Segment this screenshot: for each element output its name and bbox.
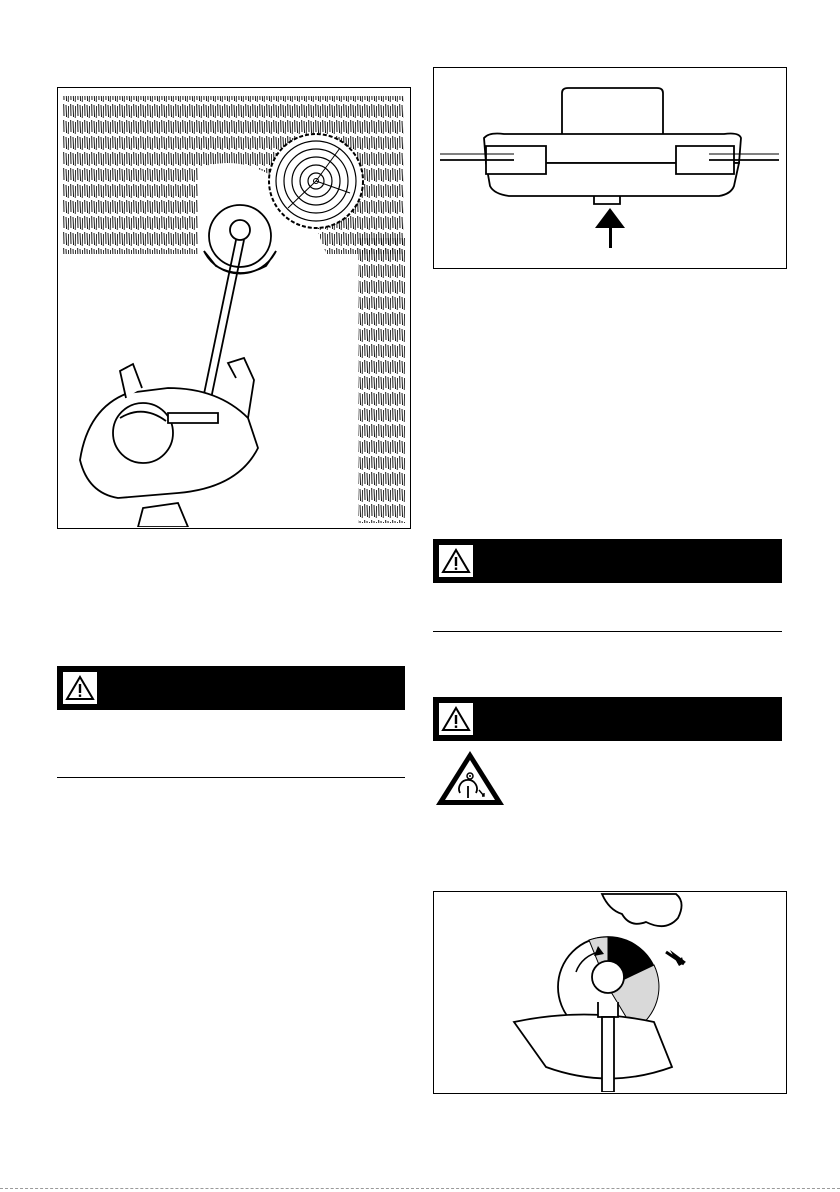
warning-triangle-icon <box>439 703 473 735</box>
grass-edge <box>358 238 406 523</box>
warning-bar-left <box>57 666 405 710</box>
tree-trunk <box>269 134 363 228</box>
divider-left <box>57 777 405 778</box>
divider-right <box>433 631 782 632</box>
trimming-illustration <box>58 88 409 527</box>
page-bottom-edge <box>0 1188 840 1189</box>
warning-bar-right-2 <box>433 697 782 741</box>
figure-cutting-head <box>433 67 787 269</box>
warning-triangle-icon <box>439 545 473 577</box>
figure-trimming-around-tree <box>57 87 411 529</box>
warning-bar-right-1 <box>433 539 782 583</box>
warning-triangle-icon <box>63 672 97 704</box>
thrown-object-hazard-icon <box>433 748 507 808</box>
kickback-illustration <box>434 892 785 1092</box>
push-arrow-icon <box>595 208 625 248</box>
cutting-head-illustration <box>434 68 785 267</box>
blade-guard <box>514 1015 672 1079</box>
figure-blade-kickback-zone <box>433 891 787 1094</box>
object-outline <box>602 894 682 926</box>
